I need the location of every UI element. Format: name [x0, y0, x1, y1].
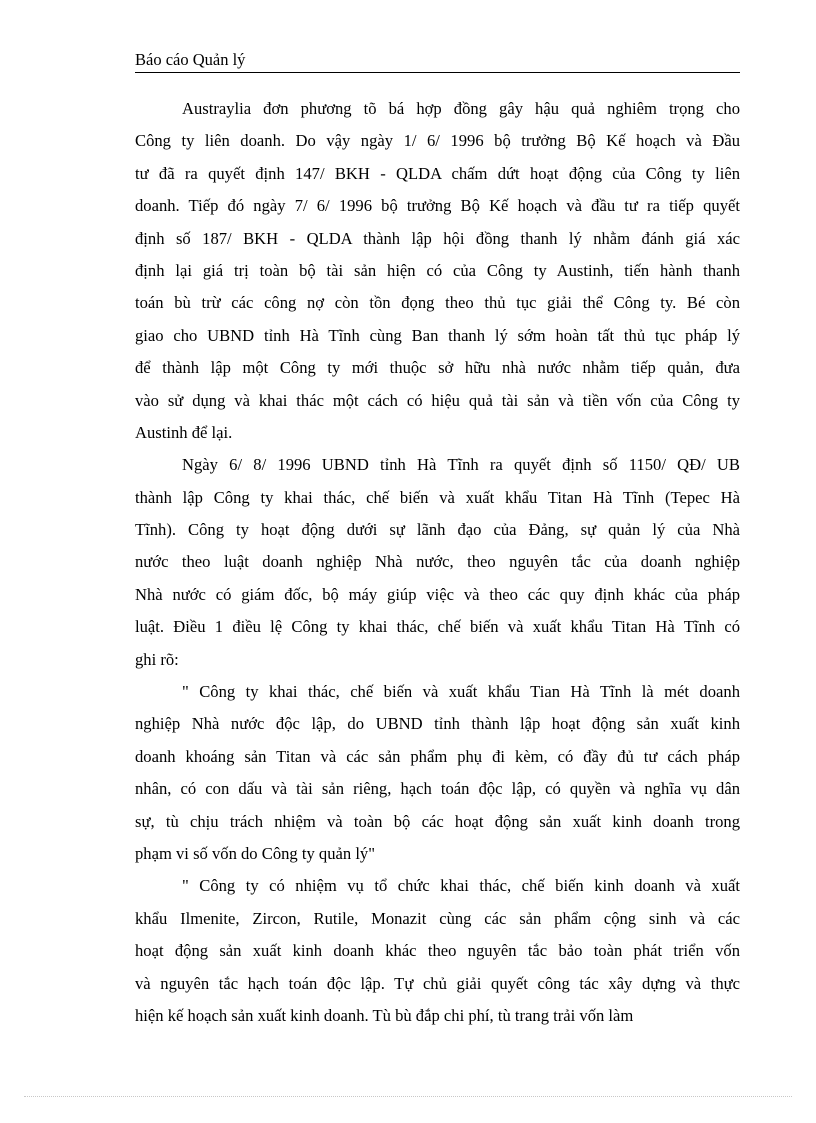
- paragraph-line: khẩu Ilmenite, Zircon, Rutile, Monazit cùng các sản phẩm cộng sinh và các: [135, 908, 740, 928]
- page-header: [135, 50, 740, 73]
- paragraph-line: và nguyên tắc hạch toán độc lập. Tự chủ giải quyết công tác xây dựng và thực: [135, 973, 740, 993]
- paragraph-line: Austraylia đơn phương tõ bá hợp đồng gây hậu quả nghiêm trọng cho: [182, 99, 740, 118]
- paragraph-line: Ngày 6/ 8/ 1996 UBND tỉnh Hà Tĩnh ra quyết định số 1150/ QĐ/ UB: [182, 455, 740, 475]
- paragraph-line: doanh khoáng sản Titan và các sản phẩm phụ đi kèm, có đầy đủ tư cách pháp: [135, 746, 740, 766]
- paragraph-1: [135, 93, 740, 449]
- paragraph-line: nước theo luật doanh nghiệp Nhà nước, theo nguyên tắc của doanh nghiệp: [135, 552, 740, 572]
- paragraph-line: phạm vi số vốn do Công ty quản lý": [135, 843, 376, 863]
- paragraph-line: giao cho UBND tỉnh Hà Tĩnh cùng Ban thanh lý sớm hoàn tất thủ tục pháp lý: [135, 325, 740, 345]
- paragraph-line: định lại giá trị toàn bộ tài sản hiện có của Công ty Austinh, tiến hành thanh: [135, 260, 740, 280]
- paragraph-line: toán bù trừ các công nợ còn tồn đọng theo thủ tục giải thể Công ty. Bé còn: [135, 293, 740, 313]
- paragraph-line: vào sử dụng và khai thác một cách có hiệu quả tài sản và tiền vốn của Công ty: [135, 390, 740, 410]
- paragraph-line: " Công ty có nhiệm vụ tổ chức khai thác, chế biến kinh doanh và xuất: [182, 876, 740, 896]
- header-title: Báo cáo Quản lý: [135, 50, 246, 69]
- paragraph-line: thành lập Công ty khai thác, chế biến và xuất khẩu Titan Hà Tĩnh (Tepec Hà: [135, 487, 740, 507]
- paragraph-3-quote: [135, 676, 740, 870]
- paragraph-line: luật. Điều 1 điều lệ Công ty khai thác, chế biến và xuất khẩu Titan Hà Tĩnh có: [135, 617, 740, 637]
- paragraph-line: ghi rõ:: [135, 649, 179, 669]
- paragraph-line: sự, tù chịu trách nhiệm và toàn bộ các hoạt động sản xuất kinh doanh trong: [135, 811, 740, 831]
- paragraph-line: Nhà nước có giám đốc, bộ máy giúp việc và theo các quy định khác của pháp: [135, 584, 740, 604]
- paragraph-line: Austinh để lại.: [135, 422, 233, 442]
- paragraph-line: hoạt động sản xuất kinh doanh khác theo nguyên tắc bảo toàn phát triển vốn: [135, 941, 740, 961]
- paragraph-line: Công ty liên doanh. Do vậy ngày 1/ 6/ 1996 bộ trưởng Bộ Kế hoạch và Đầu: [135, 131, 740, 151]
- paragraph-2: [135, 449, 740, 676]
- paragraph-line: doanh. Tiếp đó ngày 7/ 6/ 1996 bộ trưởng Bộ Kế hoạch và đầu tư ra tiếp quyết: [135, 196, 740, 216]
- page-bottom-divider: [24, 1096, 792, 1097]
- paragraph-line: để thành lập một Công ty mới thuộc sở hữu nhà nước nhằm tiếp quản, đưa: [135, 358, 740, 378]
- paragraph-line: nhân, có con dấu và tài sản riêng, hạch toán độc lập, có quyền và nghĩa vụ dân: [135, 779, 740, 799]
- paragraph-line: hiện kế hoạch sản xuất kinh doanh. Tù bù đắp chi phí, tù trang trải vốn làm: [135, 1005, 634, 1025]
- paragraph-line: tư đã ra quyết định 147/ BKH - QLDA chấm dứt hoạt động của Công ty liên: [135, 163, 740, 183]
- paragraph-line: Tĩnh). Công ty hoạt động dưới sự lãnh đạo của Đảng, sự quản lý của Nhà: [135, 520, 740, 540]
- document-body: [135, 93, 740, 1032]
- paragraph-line: định số 187/ BKH - QLDA thành lập hội đồng thanh lý nhằm đánh giá xác: [135, 228, 740, 248]
- paragraph-line: nghiệp Nhà nước độc lập, do UBND tỉnh thành lập hoạt động sản xuất kinh: [135, 714, 740, 734]
- paragraph-4-quote: [135, 870, 740, 1032]
- paragraph-line: " Công ty khai thác, chế biến và xuất khẩu Tian Hà Tĩnh là mét doanh: [182, 682, 740, 702]
